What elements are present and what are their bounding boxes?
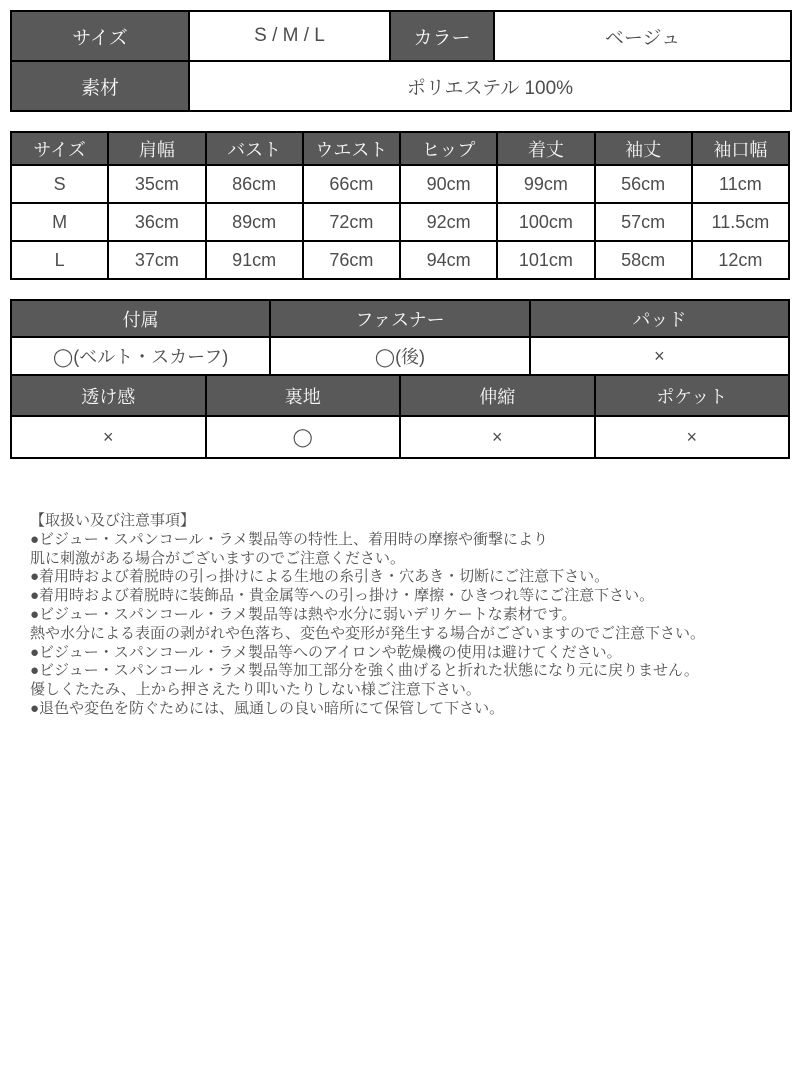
col-header-stretch: 伸縮 bbox=[400, 375, 595, 416]
col-header-zipper: ファスナー bbox=[270, 300, 529, 337]
care-note-line: ●退色や変色を防ぐためには、風通しの良い暗所にて保管して下さい。 bbox=[30, 699, 505, 717]
cell-shoulder: 36cm bbox=[108, 203, 205, 241]
size-label-cell: サイズ bbox=[11, 11, 189, 61]
cell-sleeve: 57cm bbox=[595, 203, 692, 241]
features1-header-row bbox=[11, 300, 789, 337]
col-header-length: 着丈 bbox=[497, 132, 594, 165]
cell-shoulder: 35cm bbox=[108, 165, 205, 203]
cell-size: M bbox=[11, 203, 108, 241]
color-value-cell: ベージュ bbox=[494, 11, 791, 61]
cell-sleeve: 58cm bbox=[595, 241, 692, 279]
care-note-line: ●ビジュー・スパンコール・ラメ製品等へのアイロンや乾燥機の使用は避けてください。 bbox=[30, 643, 622, 661]
cell-size: S bbox=[11, 165, 108, 203]
cell-cuff: 12cm bbox=[692, 241, 789, 279]
measurements-row-l bbox=[11, 241, 789, 279]
col-header-bust: バスト bbox=[206, 132, 303, 165]
cell-hip: 94cm bbox=[400, 241, 497, 279]
col-header-sleeve: 袖丈 bbox=[595, 132, 692, 165]
features2-value-row bbox=[11, 416, 789, 458]
care-note-line: ●着用時および着脱時の引っ掛けによる生地の糸引き・穴あき・切断にご注意下さい。 bbox=[30, 568, 610, 586]
measurements-header-row bbox=[11, 132, 789, 165]
care-notes-title: 【取扱い及び注意事項】 bbox=[30, 512, 196, 529]
care-note-line: ●着用時および着脱時に装飾品・貴金属等への引っ掛け・摩擦・ひきつれ等にご注意下さい。 bbox=[30, 587, 655, 605]
cell-shoulder: 37cm bbox=[108, 241, 205, 279]
care-note-line: 熱や水分による表面の剥がれや色落ち、変色や変形が発生する場合がございますのでご注意下さい。 bbox=[30, 624, 706, 642]
care-note-line: 肌に刺激がある場合がございますのでご注意ください。 bbox=[30, 549, 406, 567]
cell-waist: 76cm bbox=[303, 241, 400, 279]
cell-hip: 92cm bbox=[400, 203, 497, 241]
cell-bust: 86cm bbox=[206, 165, 303, 203]
care-note-line: ●ビジュー・スパンコール・ラメ製品等加工部分を強く曲げると折れた状態になり元に戻りません。 bbox=[30, 662, 699, 680]
features2-header-row bbox=[11, 375, 789, 416]
col-header-pocket: ポケット bbox=[595, 375, 790, 416]
col-header-lining: 裏地 bbox=[206, 375, 401, 416]
material-value-cell: ポリエステル 100% bbox=[189, 61, 791, 111]
summary-row-material bbox=[11, 61, 791, 111]
care-note-line: ●ビジュー・スパンコール・ラメ製品等は熱や水分に弱いデリケートな素材です。 bbox=[30, 605, 577, 623]
col-header-cuff: 袖口幅 bbox=[692, 132, 789, 165]
cell-bust: 91cm bbox=[206, 241, 303, 279]
spec-summary-table bbox=[10, 10, 792, 112]
material-label-cell: 素材 bbox=[11, 61, 189, 111]
cell-pocket: × bbox=[595, 416, 790, 458]
cell-hip: 90cm bbox=[400, 165, 497, 203]
cell-length: 101cm bbox=[497, 241, 594, 279]
features1-value-row bbox=[11, 337, 789, 375]
col-header-shoulder: 肩幅 bbox=[108, 132, 205, 165]
col-header-pad: パッド bbox=[530, 300, 789, 337]
size-value-cell: S / M / L bbox=[189, 11, 390, 61]
cell-stretch: × bbox=[400, 416, 595, 458]
col-header-sheerness: 透け感 bbox=[11, 375, 206, 416]
col-header-size: サイズ bbox=[11, 132, 108, 165]
col-header-waist: ウエスト bbox=[303, 132, 400, 165]
color-label-cell: カラー bbox=[390, 11, 494, 61]
cell-waist: 72cm bbox=[303, 203, 400, 241]
cell-bust: 89cm bbox=[206, 203, 303, 241]
cell-length: 100cm bbox=[497, 203, 594, 241]
cell-cuff: 11cm bbox=[692, 165, 789, 203]
col-header-accessories: 付属 bbox=[11, 300, 270, 337]
cell-size: L bbox=[11, 241, 108, 279]
cell-sleeve: 56cm bbox=[595, 165, 692, 203]
cell-waist: 66cm bbox=[303, 165, 400, 203]
col-header-hip: ヒップ bbox=[400, 132, 497, 165]
care-notes bbox=[30, 512, 776, 719]
care-note-line: ●ビジュー・スパンコール・ラメ製品等の特性上、着用時の摩擦や衝撃により bbox=[30, 530, 549, 548]
summary-row-size-color bbox=[11, 11, 791, 61]
measurements-table bbox=[10, 131, 790, 280]
measurements-row-m bbox=[11, 203, 789, 241]
measurements-row-s bbox=[11, 165, 789, 203]
care-note-line: 優しくたたみ、上から押さえたり叩いたりしない様ご注意下さい。 bbox=[30, 681, 481, 699]
cell-lining: ◯ bbox=[206, 416, 401, 458]
cell-cuff: 11.5cm bbox=[692, 203, 789, 241]
cell-length: 99cm bbox=[497, 165, 594, 203]
cell-zipper: ◯(後) bbox=[270, 337, 529, 375]
cell-accessories: ◯(ベルト・スカーフ) bbox=[11, 337, 270, 375]
features-table-1 bbox=[10, 299, 790, 376]
cell-sheerness: × bbox=[11, 416, 206, 458]
cell-pad: × bbox=[530, 337, 789, 375]
features-table-2 bbox=[10, 374, 790, 459]
